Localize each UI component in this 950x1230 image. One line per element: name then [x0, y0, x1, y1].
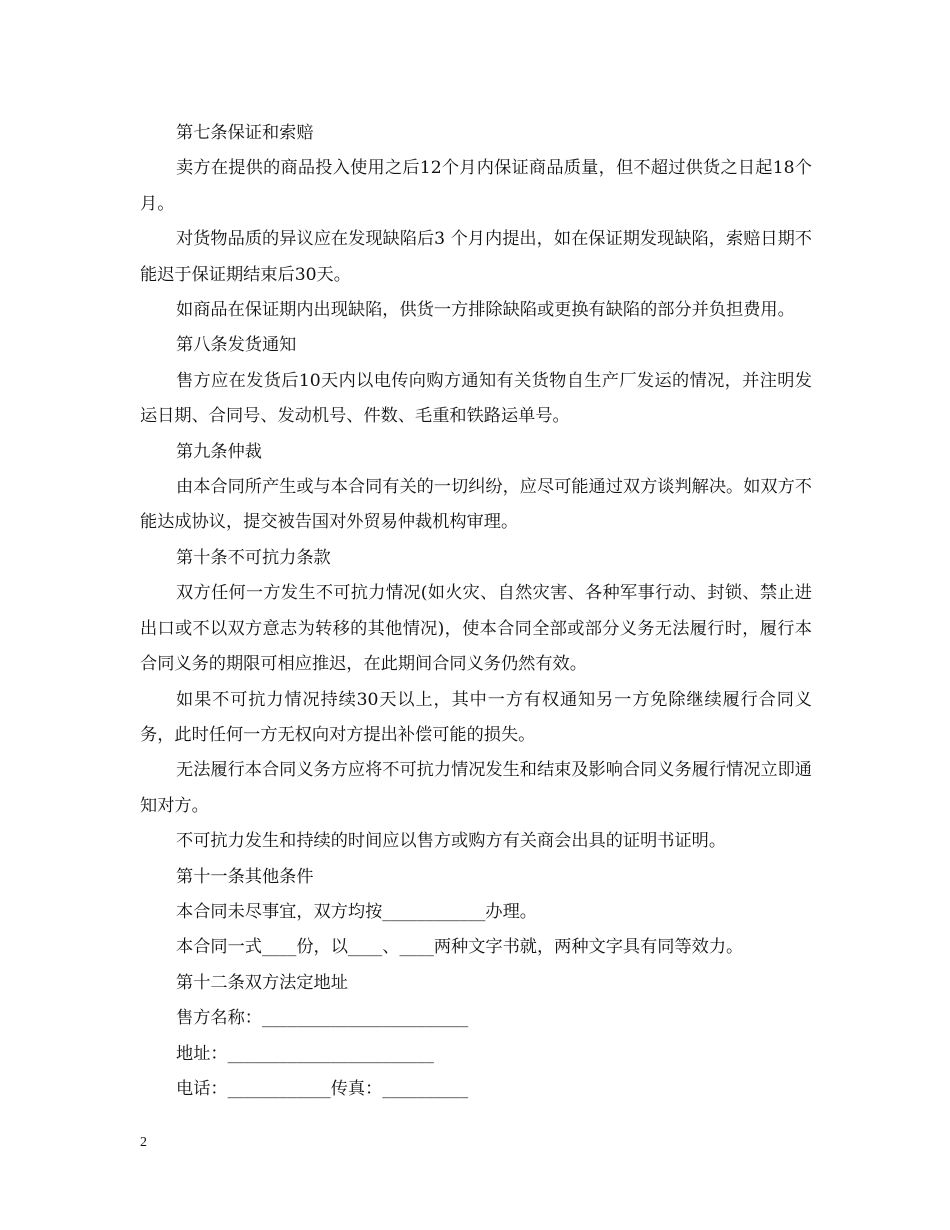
paragraph: 由本合同所产生或与本合同有关的一切纠纷，应尽可能通过双方谈判解决。如双方不能达成协议，提交被告国对外贸易仲裁机构审理。 [140, 477, 812, 533]
phone-fax-field: 电话：____________传真：__________ [176, 1078, 469, 1099]
fill-in-line: 本合同一式____份，以____、____两种文字书就，两种文字具有同等效力。 [176, 937, 744, 958]
paragraph: 卖方在提供的商品投入使用之后12个月内保证商品质量，但不超过供货之日起18个月。 [140, 158, 812, 214]
paragraph: 无法履行本合同义务方应将不可抗力情况发生和结束及影响合同义务履行情况立即通知对方。 [140, 760, 812, 816]
section-7-heading: 第七条保证和索赔 [176, 123, 314, 143]
document-body [140, 116, 812, 1107]
page-number: 2 [140, 1135, 147, 1150]
seller-name-field: 售方名称：________________________ [176, 1008, 469, 1029]
paragraph: 双方任何一方发生不可抗力情况(如火灾、自然灾害、各种军事行动、封锁、禁止进出口或不以双方意志为转移的其他情况)，使本合同全部或部分义务无法履行时，履行本合同义务的期限可相应推迟，在此期间合同义务仍然有效。 [140, 583, 812, 675]
paragraph: 售方应在发货后10天内以电传向购方通知有关货物自生产厂发运的情况，并注明发运日期、合同号、发动机号、件数、毛重和铁路运单号。 [140, 370, 812, 427]
paragraph: 如果不可抗力情况持续30天以上，其中一方有权通知另一方免除继续履行合同义务，此时任何一方无权向对方提出补偿可能的损失。 [140, 689, 812, 745]
address-field: 地址：________________________ [176, 1043, 434, 1064]
paragraph: 如商品在保证期内出现缺陷，供货一方排除缺陷或更换有缺陷的部分并负担费用。 [176, 300, 795, 321]
section-10-heading: 第十条不可抗力条款 [176, 547, 331, 568]
section-12-heading: 第十二条双方法定地址 [176, 972, 348, 993]
section-9-heading: 第九条仲裁 [176, 441, 262, 462]
paragraph: 对货物品质的异议应在发现缺陷后3 个月内提出，如在保证期发现缺陷，索赔日期不能迟于保证期结束后30天。 [140, 229, 812, 285]
fill-in-line: 本合同未尽事宜，双方均按____________办理。 [176, 901, 537, 922]
section-8-heading: 第八条发货通知 [176, 335, 297, 356]
paragraph: 不可抗力发生和持续的时间应以售方或购方有关商会出具的证明书证明。 [176, 831, 727, 852]
section-11-heading: 第十一条其他条件 [176, 866, 314, 887]
